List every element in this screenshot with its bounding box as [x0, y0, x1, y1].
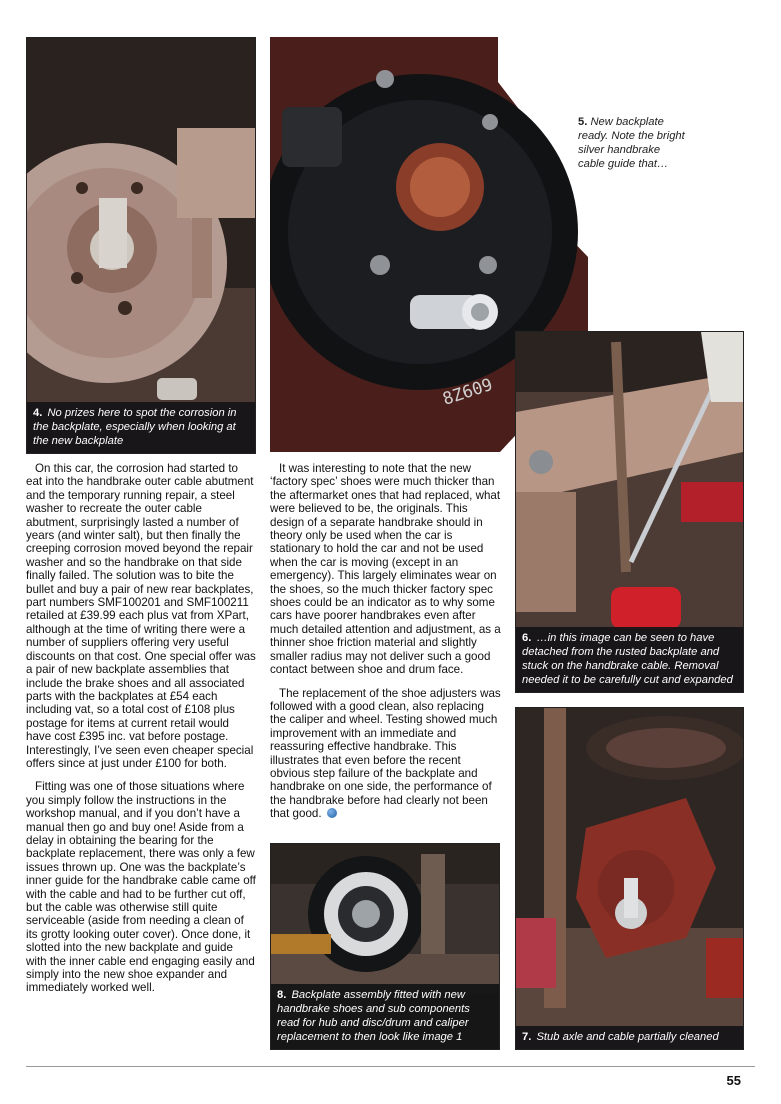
photo-7-stub-axle [515, 707, 744, 1050]
photo-8-caption-text: Backplate assembly fitted with new handbrake shoes and sub components read for hub and disc/drum and caliper replacement to then look like image 1 [277, 989, 470, 1043]
column-1-paragraph-2: Fitting was one of those situations where you simply follow the instructions in the workshop manual, and if you don’t have a manual then go and buy one! Aside from a delay in obtaining the bearing for the backplate replacement, there was only a few issues thrown up. One was the backplate’s inner guide for the handbrake cable came off with the cable and had to be further cut off, but the cable was otherwise still quite serviceable (aside from needing a clean of its grotty looking outer cover). Once done, it slotted into the new backplate and guide with the inner cable end engaging easily and simply into the new shoe expander and immediately worked well. [26, 780, 256, 995]
photo-4-caption [27, 402, 255, 453]
photo-4-number: 4. [33, 407, 43, 419]
photo-5-caption-text: New backplate ready. Note the bright silver handbrake cable guide that… [578, 116, 685, 170]
photo-8-number: 8. [277, 989, 287, 1001]
photo-7-number: 7. [522, 1031, 532, 1043]
article-column-1 [26, 462, 256, 1005]
page-number: 55 [726, 1073, 741, 1088]
footer-rule [26, 1066, 755, 1067]
photo-7-caption [516, 1026, 743, 1049]
column-1-paragraph-1: On this car, the corrosion had started to eat into the handbrake outer cable abutment and the temporary running repair, a steel washer to recreate the outer cable abutment, surprisingly lasted a number of years (and winter salt), but then finally the creeping corrosion moved beyond the repair washer and so the handbrake on that side finally failed. The solution was to bite the bullet and buy a pair of new rear backplates, part numbers SMF100201 and SMF100211 retailed at £39.99 each plus vat from XPart, although at the time of writing there were a number of suppliers offering very useful discounts on that cost. One special offer was a pair of new backplate assemblies that include the brake shoes and all associated parts with the backplates at £54 each including vat, so a total cost of £108 plus postage for items at current retail would have cost £395 inc. vat before postage. Interestingly, I’ve seen even cheaper special offers since at just under £100 for both. [26, 462, 256, 770]
column-2-paragraph-2-text: The replacement of the shoe adjusters was followed with a good clean, also replacing the caliper and wheel. Testing showed much improvement with an immediate and reassuring effective handbrake. This illustrates that even before the recent obvious step failure of the backplate and handbrake on one side, the performance of the handbrake before had clearly not been that good. [270, 686, 501, 821]
photo-6-handbrake-cable [515, 331, 744, 693]
photo-6-caption [516, 627, 743, 692]
article-end-mark-icon [327, 808, 337, 818]
photo-6-caption-text: …in this image can be seen to have detached from the rusted backplate and stuck on the handbrake cable. Removal needed it to be carefully cut and expanded [522, 632, 733, 686]
photo-7-illustration [516, 708, 743, 1049]
photo-8-backplate-assembly [270, 843, 500, 1050]
photo-6-number: 6. [522, 632, 532, 644]
photo-4-caption-text: No prizes here to spot the corrosion in the backplate, especially when looking at the new backplate [33, 407, 237, 447]
photo-5-part-number: 8Z609 [440, 374, 496, 410]
photo-4-corroded-backplate [26, 37, 256, 454]
column-2-paragraph-2 [270, 687, 502, 821]
photo-4-illustration [27, 38, 255, 453]
article-column-2 [270, 462, 502, 831]
photo-7-caption-text: Stub axle and cable partially cleaned [536, 1031, 719, 1043]
photo-5-number: 5. [578, 116, 588, 128]
photo-8-caption [271, 984, 499, 1049]
photo-5-caption [578, 115, 688, 171]
column-2-paragraph-1: It was interesting to note that the new ‘factory spec’ shoes were much thicker than the aftermarket ones that had replaced, what were believed to be, the originals. This design of a separate handbrake should in theory only be used when the car is stationary to hold the car and not be used when the car is moving (except in an emergency). This largely eliminates wear on the shoes, so the much thicker factory spec shoes could be an indicator as to why some cars have poorer handbrakes even after much detailed attention and adjustment, as a thinner shoe friction material and slightly smaller radius may not deliver such a good contact between shoe and drum face. [270, 462, 501, 677]
